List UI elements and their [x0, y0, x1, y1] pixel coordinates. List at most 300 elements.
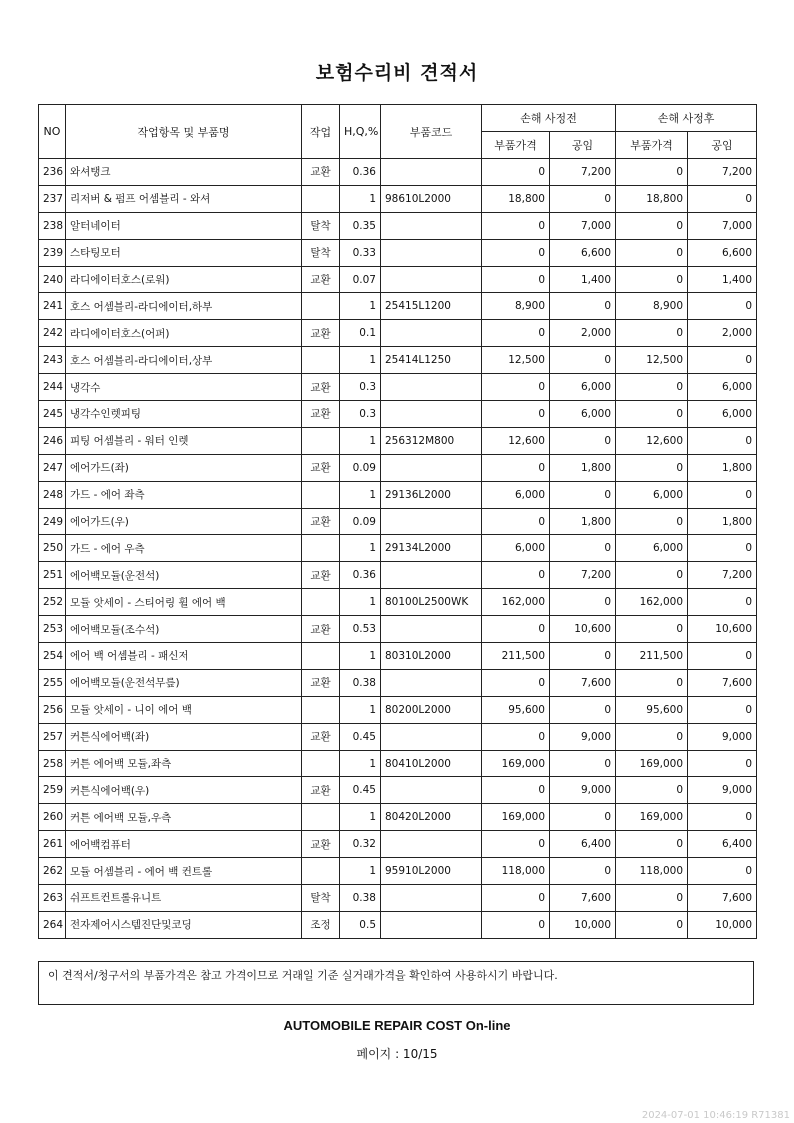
cell-after-part-price: 0	[616, 320, 688, 347]
cell-no: 239	[39, 239, 66, 266]
cell-before-labor: 0	[550, 347, 616, 374]
cell-part-code: 80100L2500WK	[381, 589, 482, 616]
cell-hq: 0.09	[340, 454, 381, 481]
cell-after-labor: 0	[688, 293, 757, 320]
cell-item-name: 가드 - 에어 좌측	[66, 481, 302, 508]
cell-after-part-price: 12,500	[616, 347, 688, 374]
table-row	[39, 159, 757, 186]
cell-before-part-price: 0	[482, 911, 550, 938]
cell-work	[302, 804, 340, 831]
cell-after-part-price: 12,600	[616, 427, 688, 454]
cell-part-code	[381, 616, 482, 643]
print-timestamp: 2024-07-01 10:46:19 R71381	[641, 1110, 790, 1121]
cell-hq: 0.32	[340, 831, 381, 858]
cell-item-name: 가드 - 에어 우측	[66, 535, 302, 562]
cell-after-part-price: 0	[616, 616, 688, 643]
cell-before-part-price: 95,600	[482, 696, 550, 723]
cell-hq: 0.07	[340, 266, 381, 293]
table-row	[39, 669, 757, 696]
cell-work: 교환	[302, 374, 340, 401]
cell-part-code: 25415L1200	[381, 293, 482, 320]
cell-before-part-price: 0	[482, 239, 550, 266]
header-before-part: 부품가격	[482, 132, 550, 159]
cell-after-part-price: 0	[616, 911, 688, 938]
cell-no: 255	[39, 669, 66, 696]
cell-after-labor: 0	[688, 427, 757, 454]
cell-before-part-price: 0	[482, 401, 550, 428]
cell-hq: 1	[340, 589, 381, 616]
cell-before-labor: 10,600	[550, 616, 616, 643]
cell-work: 교환	[302, 454, 340, 481]
cell-hq: 0.35	[340, 212, 381, 239]
cell-after-labor: 9,000	[688, 777, 757, 804]
cell-work: 교환	[302, 831, 340, 858]
table-row	[39, 777, 757, 804]
table-row	[39, 535, 757, 562]
header-item: 작업항목 및 부품명	[66, 105, 302, 159]
table-row	[39, 266, 757, 293]
cell-work: 교환	[302, 777, 340, 804]
cell-part-code	[381, 320, 482, 347]
cell-part-code	[381, 212, 482, 239]
cell-hq: 1	[340, 481, 381, 508]
cell-item-name: 모듈 앗세이 - 스티어링 휠 에어 백	[66, 589, 302, 616]
cell-work	[302, 696, 340, 723]
cell-before-part-price: 12,600	[482, 427, 550, 454]
cell-work: 탈착	[302, 885, 340, 912]
cell-item-name: 리저버 & 펌프 어셈블리 - 와셔	[66, 185, 302, 212]
table-row	[39, 239, 757, 266]
cell-work: 교환	[302, 616, 340, 643]
table-row	[39, 643, 757, 670]
cell-after-part-price: 0	[616, 454, 688, 481]
cell-work	[302, 535, 340, 562]
cell-item-name: 라디에이터호스(로워)	[66, 266, 302, 293]
cell-before-part-price: 118,000	[482, 858, 550, 885]
cell-before-part-price: 0	[482, 885, 550, 912]
cell-work	[302, 481, 340, 508]
table-row	[39, 347, 757, 374]
cell-item-name: 에어가드(우)	[66, 508, 302, 535]
cell-before-part-price: 0	[482, 508, 550, 535]
table-row	[39, 723, 757, 750]
cell-after-part-price: 0	[616, 266, 688, 293]
cell-before-part-price: 0	[482, 266, 550, 293]
cell-after-part-price: 211,500	[616, 643, 688, 670]
cell-after-part-price: 162,000	[616, 589, 688, 616]
table-row	[39, 374, 757, 401]
cell-before-part-price: 0	[482, 212, 550, 239]
cell-after-part-price: 0	[616, 885, 688, 912]
cell-before-labor: 6,600	[550, 239, 616, 266]
cell-after-part-price: 0	[616, 723, 688, 750]
cell-work: 교환	[302, 401, 340, 428]
cell-before-labor: 0	[550, 481, 616, 508]
cell-no: 259	[39, 777, 66, 804]
cell-before-part-price: 8,900	[482, 293, 550, 320]
cell-after-labor: 0	[688, 481, 757, 508]
table-row	[39, 885, 757, 912]
cell-hq: 0.36	[340, 562, 381, 589]
cell-after-labor: 1,400	[688, 266, 757, 293]
cell-work: 교환	[302, 159, 340, 186]
cell-after-labor: 6,000	[688, 374, 757, 401]
table-row	[39, 858, 757, 885]
cell-after-labor: 0	[688, 804, 757, 831]
cell-hq: 0.1	[340, 320, 381, 347]
cell-no: 240	[39, 266, 66, 293]
cell-no: 257	[39, 723, 66, 750]
cell-after-part-price: 0	[616, 212, 688, 239]
cell-after-part-price: 0	[616, 777, 688, 804]
cell-after-labor: 7,200	[688, 562, 757, 589]
cell-hq: 0.3	[340, 401, 381, 428]
cell-after-part-price: 0	[616, 239, 688, 266]
cell-part-code	[381, 911, 482, 938]
cell-after-labor: 7,600	[688, 669, 757, 696]
cell-after-labor: 0	[688, 696, 757, 723]
cell-before-part-price: 0	[482, 831, 550, 858]
cell-item-name: 에어백모듈(운전석무릎)	[66, 669, 302, 696]
header-after-labor: 공임	[688, 132, 757, 159]
cell-no: 251	[39, 562, 66, 589]
cell-hq: 0.36	[340, 159, 381, 186]
cell-item-name: 에어백모듈(조수석)	[66, 616, 302, 643]
cell-before-labor: 7,200	[550, 159, 616, 186]
cell-after-labor: 10,600	[688, 616, 757, 643]
cell-after-labor: 7,600	[688, 885, 757, 912]
table-row	[39, 401, 757, 428]
table-row	[39, 293, 757, 320]
cell-before-part-price: 169,000	[482, 750, 550, 777]
cell-part-code: 98610L2000	[381, 185, 482, 212]
cell-after-labor: 0	[688, 185, 757, 212]
cell-part-code	[381, 454, 482, 481]
cell-no: 252	[39, 589, 66, 616]
header-after-part: 부품가격	[616, 132, 688, 159]
cell-hq: 0.09	[340, 508, 381, 535]
cell-before-labor: 9,000	[550, 777, 616, 804]
cell-before-labor: 6,000	[550, 374, 616, 401]
cell-after-labor: 2,000	[688, 320, 757, 347]
cell-part-code	[381, 239, 482, 266]
cell-before-labor: 7,600	[550, 669, 616, 696]
cell-hq: 1	[340, 804, 381, 831]
table-row	[39, 696, 757, 723]
cell-before-labor: 7,000	[550, 212, 616, 239]
notice-box: 이 견적서/청구서의 부품가격은 참고 가격이므로 거래일 기준 실거래가격을 확인하여 사용하시기 바랍니다.	[38, 961, 754, 1005]
cell-no: 263	[39, 885, 66, 912]
cell-before-part-price: 0	[482, 616, 550, 643]
cell-before-labor: 1,400	[550, 266, 616, 293]
cell-before-labor: 7,200	[550, 562, 616, 589]
cell-hq: 0.45	[340, 777, 381, 804]
cell-item-name: 와셔탱크	[66, 159, 302, 186]
cell-item-name: 냉각수	[66, 374, 302, 401]
cell-no: 261	[39, 831, 66, 858]
estimate-table	[38, 104, 757, 939]
cell-after-labor: 0	[688, 347, 757, 374]
cell-no: 250	[39, 535, 66, 562]
cell-after-labor: 0	[688, 858, 757, 885]
cell-hq: 1	[340, 643, 381, 670]
cell-part-code	[381, 885, 482, 912]
document-title: 보험수리비 견적서	[315, 62, 479, 84]
cell-before-part-price: 0	[482, 777, 550, 804]
cell-before-labor: 0	[550, 804, 616, 831]
cell-after-labor: 6,000	[688, 401, 757, 428]
cell-work: 탈착	[302, 239, 340, 266]
cell-no: 254	[39, 643, 66, 670]
cell-no: 260	[39, 804, 66, 831]
cell-hq: 1	[340, 185, 381, 212]
cell-after-part-price: 6,000	[616, 535, 688, 562]
cell-after-part-price: 0	[616, 508, 688, 535]
header-no: NO	[39, 105, 66, 159]
header-before-labor: 공임	[550, 132, 616, 159]
cell-no: 256	[39, 696, 66, 723]
table-row	[39, 562, 757, 589]
cell-before-part-price: 6,000	[482, 535, 550, 562]
cell-part-code	[381, 508, 482, 535]
cell-hq: 0.38	[340, 669, 381, 696]
cell-hq: 1	[340, 293, 381, 320]
cell-before-labor: 0	[550, 750, 616, 777]
cell-item-name: 커튼식에어백(좌)	[66, 723, 302, 750]
cell-before-labor: 0	[550, 185, 616, 212]
cell-hq: 1	[340, 696, 381, 723]
cell-work	[302, 643, 340, 670]
cell-item-name: 에어 백 어셈블리 - 패신저	[66, 643, 302, 670]
cell-part-code: 80200L2000	[381, 696, 482, 723]
cell-no: 244	[39, 374, 66, 401]
cell-hq: 0.38	[340, 885, 381, 912]
cell-work: 교환	[302, 508, 340, 535]
cell-before-labor: 10,000	[550, 911, 616, 938]
cell-after-labor: 1,800	[688, 454, 757, 481]
table-row	[39, 320, 757, 347]
cell-after-part-price: 0	[616, 401, 688, 428]
cell-after-part-price: 0	[616, 159, 688, 186]
cell-after-labor: 9,000	[688, 723, 757, 750]
cell-work	[302, 185, 340, 212]
cell-after-labor: 1,800	[688, 508, 757, 535]
cell-hq: 1	[340, 750, 381, 777]
cell-part-code: 80410L2000	[381, 750, 482, 777]
cell-before-part-price: 0	[482, 562, 550, 589]
cell-after-part-price: 0	[616, 831, 688, 858]
cell-after-part-price: 18,800	[616, 185, 688, 212]
header-before-group: 손해 사정전	[482, 105, 616, 132]
cell-no: 249	[39, 508, 66, 535]
cell-no: 258	[39, 750, 66, 777]
cell-no: 236	[39, 159, 66, 186]
cell-part-code: 80420L2000	[381, 804, 482, 831]
table-row	[39, 212, 757, 239]
cell-work: 교환	[302, 669, 340, 696]
cell-work	[302, 858, 340, 885]
cell-no: 264	[39, 911, 66, 938]
cell-item-name: 쉬프트컨트롤유니트	[66, 885, 302, 912]
cell-item-name: 피팅 어셈블리 - 워터 인렛	[66, 427, 302, 454]
cell-no: 248	[39, 481, 66, 508]
table-row	[39, 831, 757, 858]
cell-part-code	[381, 266, 482, 293]
cell-after-labor: 6,600	[688, 239, 757, 266]
cell-before-labor: 6,400	[550, 831, 616, 858]
cell-part-code: 256312M800	[381, 427, 482, 454]
cell-part-code	[381, 159, 482, 186]
cell-work	[302, 427, 340, 454]
cell-after-part-price: 95,600	[616, 696, 688, 723]
cell-work	[302, 750, 340, 777]
table-body	[39, 159, 757, 939]
cell-before-part-price: 0	[482, 374, 550, 401]
cell-before-labor: 0	[550, 643, 616, 670]
table-row	[39, 454, 757, 481]
cell-item-name: 커튼식에어백(우)	[66, 777, 302, 804]
cell-after-labor: 0	[688, 589, 757, 616]
table-row	[39, 427, 757, 454]
cell-work: 조정	[302, 911, 340, 938]
cell-work: 교환	[302, 723, 340, 750]
cell-no: 237	[39, 185, 66, 212]
cell-part-code	[381, 777, 482, 804]
cell-part-code: 29134L2000	[381, 535, 482, 562]
cell-before-part-price: 12,500	[482, 347, 550, 374]
cell-item-name: 전자제어시스템진단및코딩	[66, 911, 302, 938]
footer-title: AUTOMOBILE REPAIR COST On-line	[283, 1018, 511, 1033]
cell-after-part-price: 0	[616, 562, 688, 589]
cell-after-labor: 6,400	[688, 831, 757, 858]
cell-hq: 1	[340, 347, 381, 374]
header-work: 작업	[302, 105, 340, 159]
header-hq: H,Q,%	[340, 105, 381, 159]
cell-hq: 0.3	[340, 374, 381, 401]
cell-work: 탈착	[302, 212, 340, 239]
cell-item-name: 냉각수인렛피팅	[66, 401, 302, 428]
cell-item-name: 에어백모듈(운전석)	[66, 562, 302, 589]
cell-after-labor: 10,000	[688, 911, 757, 938]
table-row	[39, 804, 757, 831]
cell-hq: 0.33	[340, 239, 381, 266]
cell-before-labor: 0	[550, 535, 616, 562]
cell-after-part-price: 118,000	[616, 858, 688, 885]
cell-no: 242	[39, 320, 66, 347]
cell-item-name: 호스 어셈블리-라디에이터,하부	[66, 293, 302, 320]
cell-work: 교환	[302, 320, 340, 347]
page-number: 페이지 : 10/15	[356, 1047, 438, 1061]
cell-item-name: 에어백컴퓨터	[66, 831, 302, 858]
cell-part-code	[381, 401, 482, 428]
cell-no: 253	[39, 616, 66, 643]
cell-item-name: 알터네이터	[66, 212, 302, 239]
cell-after-labor: 7,000	[688, 212, 757, 239]
cell-after-part-price: 8,900	[616, 293, 688, 320]
cell-item-name: 커튼 에어백 모듈,좌측	[66, 750, 302, 777]
cell-item-name: 스타팅모터	[66, 239, 302, 266]
cell-no: 262	[39, 858, 66, 885]
cell-before-part-price: 0	[482, 320, 550, 347]
cell-work	[302, 347, 340, 374]
cell-hq: 0.5	[340, 911, 381, 938]
table-row	[39, 911, 757, 938]
cell-before-part-price: 0	[482, 723, 550, 750]
cell-before-part-price: 0	[482, 454, 550, 481]
cell-before-part-price: 6,000	[482, 481, 550, 508]
cell-before-part-price: 0	[482, 159, 550, 186]
cell-before-part-price: 169,000	[482, 804, 550, 831]
cell-part-code	[381, 669, 482, 696]
cell-part-code: 29136L2000	[381, 481, 482, 508]
cell-before-labor: 0	[550, 427, 616, 454]
cell-item-name: 에어가드(좌)	[66, 454, 302, 481]
cell-no: 247	[39, 454, 66, 481]
cell-item-name: 모듈 어셈블리 - 에어 백 컨트롤	[66, 858, 302, 885]
cell-no: 246	[39, 427, 66, 454]
cell-hq: 1	[340, 535, 381, 562]
cell-hq: 1	[340, 427, 381, 454]
table-row	[39, 616, 757, 643]
cell-before-part-price: 18,800	[482, 185, 550, 212]
cell-no: 243	[39, 347, 66, 374]
cell-part-code	[381, 831, 482, 858]
cell-before-part-price: 211,500	[482, 643, 550, 670]
cell-before-labor: 9,000	[550, 723, 616, 750]
cell-item-name: 라디에이터호스(어퍼)	[66, 320, 302, 347]
table-row	[39, 589, 757, 616]
cell-item-name: 호스 어셈블리-라디에이터,상부	[66, 347, 302, 374]
cell-item-name: 모듈 앗세이 - 니이 에어 백	[66, 696, 302, 723]
cell-after-labor: 0	[688, 535, 757, 562]
cell-hq: 1	[340, 858, 381, 885]
cell-no: 238	[39, 212, 66, 239]
cell-part-code: 25414L1250	[381, 347, 482, 374]
table-header	[39, 105, 757, 159]
cell-before-labor: 7,600	[550, 885, 616, 912]
cell-after-labor: 0	[688, 750, 757, 777]
cell-no: 245	[39, 401, 66, 428]
cell-after-labor: 7,200	[688, 159, 757, 186]
cell-part-code	[381, 562, 482, 589]
cell-after-part-price: 6,000	[616, 481, 688, 508]
cell-work: 교환	[302, 562, 340, 589]
cell-part-code: 80310L2000	[381, 643, 482, 670]
header-after-group: 손해 사정후	[616, 105, 757, 132]
cell-before-labor: 1,800	[550, 454, 616, 481]
cell-part-code	[381, 374, 482, 401]
cell-after-labor: 0	[688, 643, 757, 670]
table-row	[39, 508, 757, 535]
header-code: 부품코드	[381, 105, 482, 159]
cell-after-part-price: 0	[616, 669, 688, 696]
table-row	[39, 481, 757, 508]
cell-item-name: 커튼 에어백 모듈,우측	[66, 804, 302, 831]
cell-hq: 0.45	[340, 723, 381, 750]
cell-before-labor: 0	[550, 858, 616, 885]
cell-work: 교환	[302, 266, 340, 293]
cell-before-part-price: 0	[482, 669, 550, 696]
table-row	[39, 185, 757, 212]
cell-before-labor: 6,000	[550, 401, 616, 428]
cell-before-labor: 0	[550, 696, 616, 723]
cell-before-labor: 0	[550, 589, 616, 616]
cell-work	[302, 589, 340, 616]
cell-part-code	[381, 723, 482, 750]
cell-no: 241	[39, 293, 66, 320]
cell-before-labor: 1,800	[550, 508, 616, 535]
table-row	[39, 750, 757, 777]
